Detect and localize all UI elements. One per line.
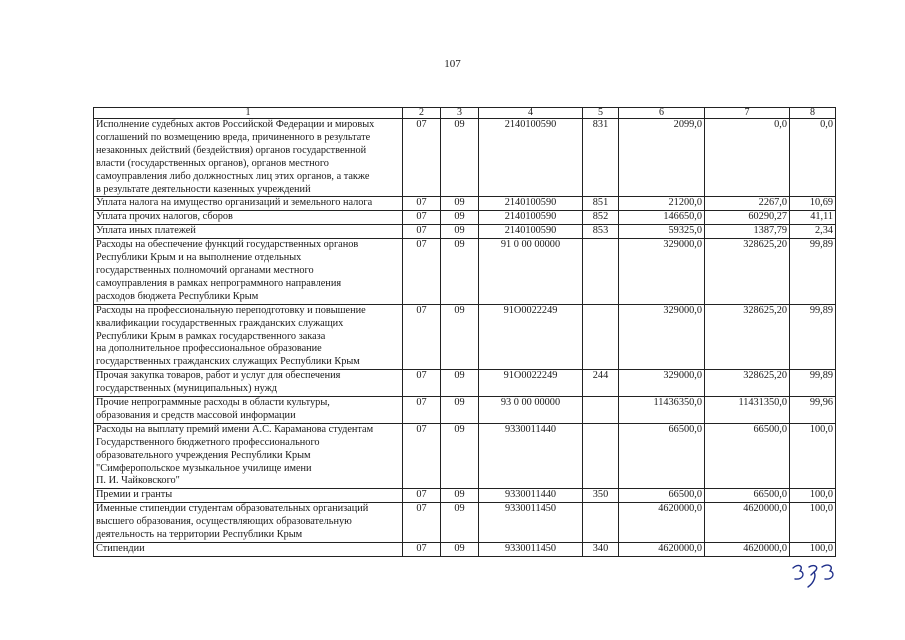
section-code-cell: 07 (403, 489, 441, 503)
executed-amount-cell: 66500,0 (705, 489, 790, 503)
execution-percent-cell: 99,96 (790, 397, 836, 424)
section-code-cell: 07 (403, 503, 441, 543)
expense-type-code-cell: 244 (583, 370, 619, 397)
planned-amount-cell: 329000,0 (619, 304, 705, 370)
expense-name-line: Исполнение судебных актов Российской Федерации и мировых (96, 119, 375, 130)
expense-type-code-cell: 851 (583, 197, 619, 211)
expense-name-line: Прочие непрограммные расходы в области культуры, (96, 397, 330, 409)
table-row (94, 543, 836, 557)
expense-name-line: власти (государственных органов), органов местного (96, 157, 329, 169)
table-body (94, 119, 836, 557)
executed-amount-cell: 2267,0 (705, 197, 790, 211)
section-code-cell: 07 (403, 197, 441, 211)
expense-name-cell (94, 304, 403, 370)
expense-name-cell (94, 119, 403, 197)
planned-amount-cell: 4620000,0 (619, 543, 705, 557)
execution-percent-cell: 100,0 (790, 423, 836, 489)
expense-name-line: квалификации государственных гражданских служащих (96, 317, 344, 329)
expense-name-cell (94, 370, 403, 397)
executed-amount-cell: 4620000,0 (705, 543, 790, 557)
expense-name-cell (94, 423, 403, 489)
expense-type-code-cell (583, 423, 619, 489)
expense-name-cell (94, 211, 403, 225)
planned-amount-cell: 2099,0 (619, 119, 705, 197)
target-item-code-cell: 91О0022249 (479, 304, 583, 370)
expense-name-line: государственных (муниципальных) нужд (96, 383, 277, 395)
section-code-cell: 07 (403, 239, 441, 305)
header-cell: 5 (583, 108, 619, 119)
expense-name-line: высшего образования, осуществляющих образовательную (96, 516, 352, 528)
table-row (94, 397, 836, 424)
expense-name-cell (94, 197, 403, 211)
target-item-code-cell: 9330011440 (479, 489, 583, 503)
subsection-code-cell: 09 (441, 423, 479, 489)
header-row (94, 108, 836, 119)
table-row (94, 225, 836, 239)
expense-type-code-cell (583, 239, 619, 305)
executed-amount-cell: 0,0 (705, 119, 790, 197)
expense-name-line: государственных полномочий органами местного (96, 264, 314, 276)
table-row (94, 304, 836, 370)
expense-name-line: на дополнительное профессиональное образование (96, 343, 322, 355)
section-code-cell: 07 (403, 423, 441, 489)
target-item-code-cell: 93 0 00 00000 (479, 397, 583, 424)
table-row (94, 119, 836, 197)
execution-percent-cell: 100,0 (790, 503, 836, 543)
subsection-code-cell: 09 (441, 397, 479, 424)
expense-name-cell (94, 397, 403, 424)
planned-amount-cell: 4620000,0 (619, 503, 705, 543)
execution-percent-cell: 0,0 (790, 119, 836, 197)
header-cell: 1 (94, 108, 403, 119)
expense-name-line: незаконных действий (бездействия) органов государственной (96, 144, 367, 156)
expense-name-line: Стипендии (96, 543, 145, 554)
planned-amount-cell: 329000,0 (619, 370, 705, 397)
expense-type-code-cell: 340 (583, 543, 619, 557)
expense-name-line: Премии и гранты (96, 489, 173, 501)
target-item-code-cell: 9330011450 (479, 543, 583, 557)
target-item-code-cell: 91О0022249 (479, 370, 583, 397)
subsection-code-cell: 09 (441, 543, 479, 557)
section-code-cell: 07 (403, 225, 441, 239)
expense-name-line: Республики Крым и на выполнение отдельных (96, 252, 302, 264)
planned-amount-cell: 59325,0 (619, 225, 705, 239)
expense-name-line: деятельность на территории Республики Крым (96, 529, 303, 541)
expense-type-code-cell: 831 (583, 119, 619, 197)
table-row (94, 197, 836, 211)
planned-amount-cell: 21200,0 (619, 197, 705, 211)
expense-name-cell (94, 239, 403, 305)
executed-amount-cell: 328625,20 (705, 304, 790, 370)
header-cell: 7 (705, 108, 790, 119)
section-code-cell: 07 (403, 397, 441, 424)
subsection-code-cell: 09 (441, 304, 479, 370)
header-cell: 8 (790, 108, 836, 119)
planned-amount-cell: 146650,0 (619, 211, 705, 225)
expense-name-line: самоуправления в рамках непрограммного направления (96, 277, 342, 289)
subsection-code-cell: 09 (441, 503, 479, 543)
subsection-code-cell: 09 (441, 370, 479, 397)
expense-name-line: "Симферопольское музыкальное училище имени (96, 462, 312, 474)
expense-name-line: самоуправления либо должностных лиц этих органов, а также (96, 170, 370, 182)
section-code-cell: 07 (403, 370, 441, 397)
execution-percent-cell: 41,11 (790, 211, 836, 225)
page-number: 107 (444, 58, 461, 70)
expense-name-line: Республики Крым в рамках государственного заказа (96, 330, 326, 342)
executed-amount-cell: 328625,20 (705, 239, 790, 305)
target-item-code-cell: 2140100590 (479, 197, 583, 211)
expense-name-line: Государственного бюджетного профессионального (96, 436, 320, 448)
expense-name-cell (94, 225, 403, 239)
expense-type-code-cell: 853 (583, 225, 619, 239)
subsection-code-cell: 09 (441, 239, 479, 305)
target-item-code-cell: 2140100590 (479, 225, 583, 239)
planned-amount-cell: 11436350,0 (619, 397, 705, 424)
execution-percent-cell: 10,69 (790, 197, 836, 211)
subsection-code-cell: 09 (441, 197, 479, 211)
section-code-cell: 07 (403, 211, 441, 225)
expense-name-line: П. И. Чайковского" (96, 475, 180, 487)
execution-percent-cell: 99,89 (790, 370, 836, 397)
planned-amount-cell: 66500,0 (619, 489, 705, 503)
expense-name-line: Расходы на обеспечение функций государственных органов (96, 239, 359, 251)
execution-percent-cell: 100,0 (790, 489, 836, 503)
handwritten-page-number (789, 562, 839, 590)
expense-name-line: Уплата иных платежей (96, 225, 196, 237)
expense-name-line: государственных гражданских служащих Республики Крым (96, 356, 360, 368)
expense-name-line: Расходы на профессиональную переподготовку и повышение (96, 304, 366, 316)
executed-amount-cell: 328625,20 (705, 370, 790, 397)
expense-name-line: Уплата налога на имущество организаций и земельного налога (96, 197, 373, 209)
planned-amount-cell: 66500,0 (619, 423, 705, 489)
expense-type-code-cell (583, 304, 619, 370)
subsection-code-cell: 09 (441, 211, 479, 225)
executed-amount-cell: 66500,0 (705, 423, 790, 489)
expense-name-line: Расходы на выплату премий имени А.С. Караманова студентам (96, 423, 374, 435)
target-item-code-cell: 2140100590 (479, 119, 583, 197)
execution-percent-cell: 99,89 (790, 304, 836, 370)
expense-name-cell (94, 543, 403, 557)
header-cell: 6 (619, 108, 705, 119)
expense-type-code-cell: 852 (583, 211, 619, 225)
subsection-code-cell: 09 (441, 119, 479, 197)
expense-name-line: Уплата прочих налогов, сборов (96, 211, 233, 223)
table-row (94, 503, 836, 543)
table-row (94, 211, 836, 225)
executed-amount-cell: 1387,79 (705, 225, 790, 239)
target-item-code-cell: 2140100590 (479, 211, 583, 225)
table-row (94, 423, 836, 489)
header-cell: 3 (441, 108, 479, 119)
target-item-code-cell: 9330011450 (479, 503, 583, 543)
expense-name-cell (94, 489, 403, 503)
expense-name-line: Именные стипендии студентам образовательных организаций (96, 503, 369, 515)
target-item-code-cell: 91 0 00 00000 (479, 239, 583, 305)
section-code-cell: 07 (403, 119, 441, 197)
budget-table (93, 107, 836, 557)
expense-type-code-cell (583, 397, 619, 424)
executed-amount-cell: 60290,27 (705, 211, 790, 225)
execution-percent-cell: 100,0 (790, 543, 836, 557)
expense-name-cell (94, 503, 403, 543)
expense-type-code-cell: 350 (583, 489, 619, 503)
subsection-code-cell: 09 (441, 489, 479, 503)
expense-name-line: Прочая закупка товаров, работ и услуг для обеспечения (96, 370, 341, 382)
table-row (94, 370, 836, 397)
section-code-cell: 07 (403, 543, 441, 557)
header-cell: 2 (403, 108, 441, 119)
section-code-cell: 07 (403, 304, 441, 370)
execution-percent-cell: 99,89 (790, 239, 836, 305)
table-row (94, 239, 836, 305)
expense-name-line: в результате деятельности казенных учреждений (96, 183, 311, 195)
header-cell: 4 (479, 108, 583, 119)
execution-percent-cell: 2,34 (790, 225, 836, 239)
expense-name-line: образовательного учреждения Республики Крым (96, 449, 311, 461)
table-row (94, 489, 836, 503)
executed-amount-cell: 11431350,0 (705, 397, 790, 424)
planned-amount-cell: 329000,0 (619, 239, 705, 305)
expense-name-line: образования и средств массовой информации (96, 409, 296, 421)
expense-type-code-cell (583, 503, 619, 543)
subsection-code-cell: 09 (441, 225, 479, 239)
target-item-code-cell: 9330011440 (479, 423, 583, 489)
executed-amount-cell: 4620000,0 (705, 503, 790, 543)
expense-name-line: расходов бюджета Республики Крым (96, 290, 259, 302)
expense-name-line: соглашений по возмещению вреда, причиненного в результате (96, 131, 371, 143)
